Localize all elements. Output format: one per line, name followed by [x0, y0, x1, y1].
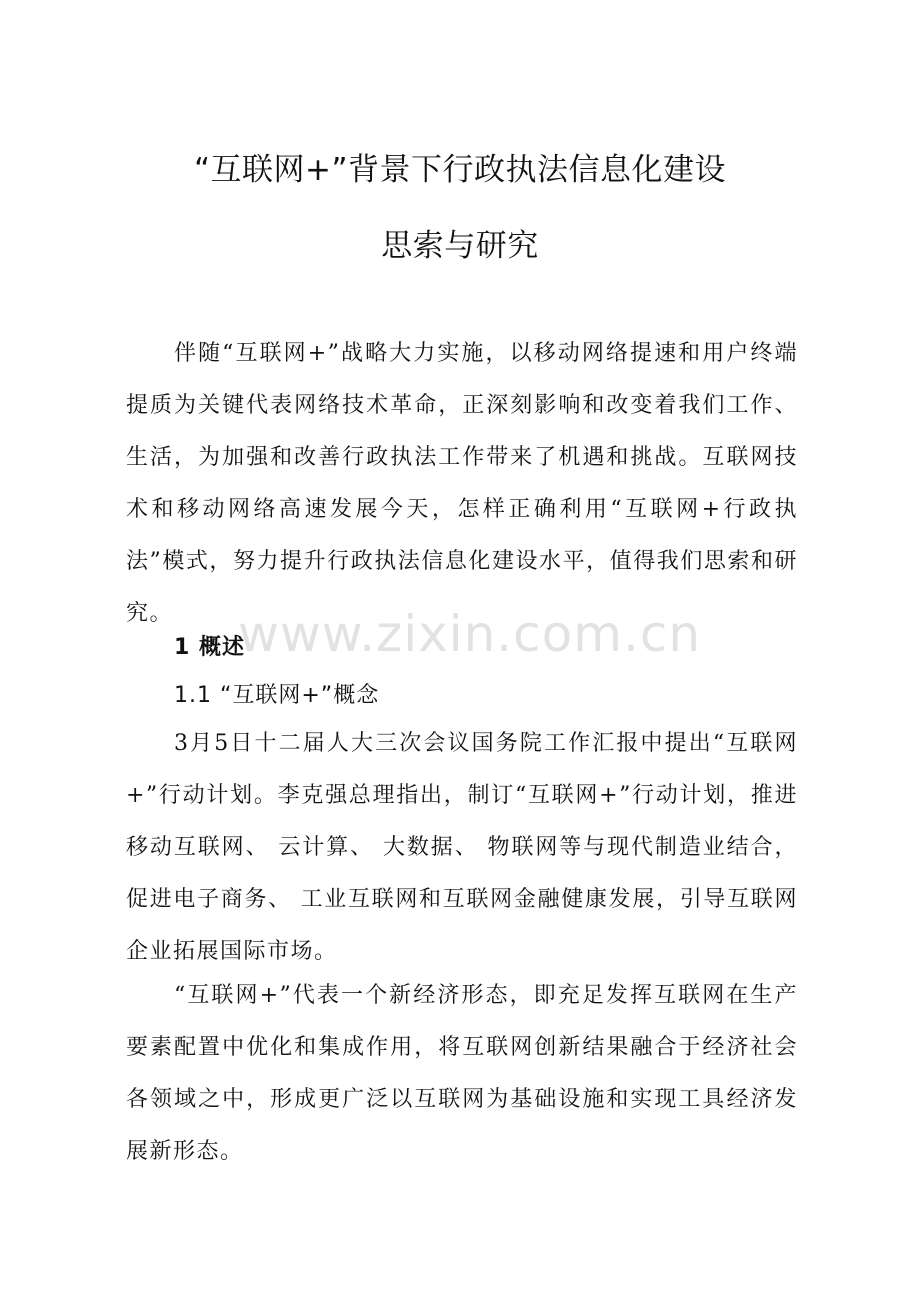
- intro-paragraph: 伴随“互联网+”战略大力实施，以移动网络提速和用户终端提质为关键代表网络技术革命，正深刻影响和改变着我们工作、 生活，为加强和改善行政执法工作带来了机遇和挑战。互联网技术和移动网络高速发展今天，怎样正确利用“互联网+行政执法”模式，努力提升行政执法信息化建设水平，值得我们思索和研究。: [126, 341, 798, 626]
- body-paragraph-economic-form: “互联网+”代表一个新经济形态，即充足发挥互联网在生产要素配置中优化和集成作用，将互联网创新结果融合于经济社会各领域之中，形成更广泛以互联网为基础设施和实现工具经济发展新形态。: [126, 983, 798, 1164]
- watermark-text: www.zixin.com.cn: [238, 605, 702, 663]
- document-title-line-2: 思索与研究: [381, 228, 539, 264]
- subsection-heading-internet-plus-concept: 1.1 “互联网+”概念: [174, 683, 380, 708]
- body-paragraph-action-plan: 3月5日十二届人大三次会议国务院工作汇报中提出“互联网+”行动计划。李克强总理指出，制订“互联网+”行动计划，推进移动互联网、 云计算、 大数据、 物联网等与现代制造业结合，促进电子商务、 工业互联网和互联网金融健康发展，引导互联网企业拓展国际市场。: [126, 731, 798, 964]
- section-heading-overview: 1 概述: [174, 635, 245, 660]
- document-title-line-1: “互联网+”背景下行政执法信息化建设: [193, 152, 727, 188]
